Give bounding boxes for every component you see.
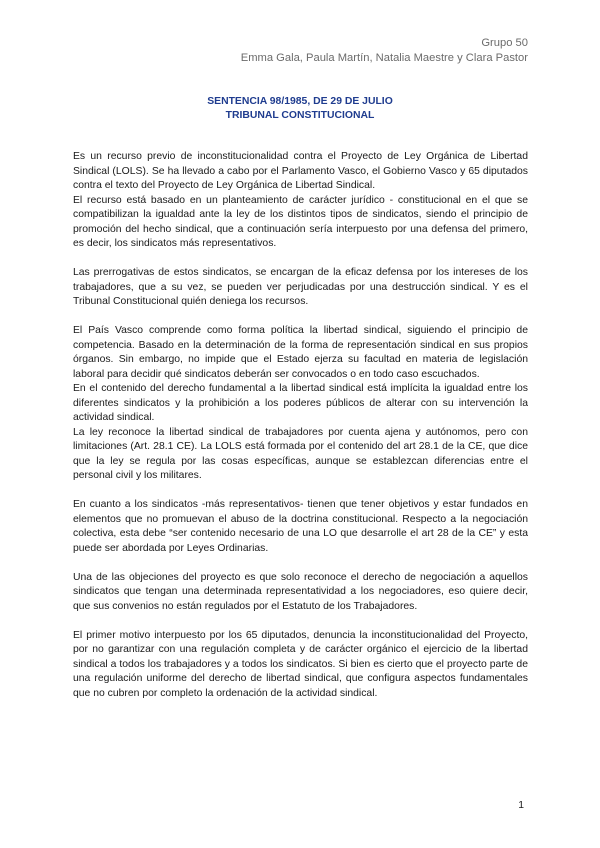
paragraph-basis: El recurso está basado en un planteamiento de carácter jurídico - constitucional en el que se compatibilizan la igualdad ante la ley de los distintos tipos de sindicatos, siendo el principio de promoción del hecho sindical, que a continuación sería interpuesto por una defensa del primero, es decir, los sindicatos más representativos. [73,194,528,249]
paragraph-intro: Es un recurso previo de inconstitucionalidad contra el Proyecto de Ley Orgánica de Libertad Sindical (LOLS). Se ha llevado a cabo por el Parlamento Vasco, el Gobierno Vasco y 65 diputados contra el texto del Proyecto de Ley Orgánica de Libertad Sindical. [73,151,528,191]
document-title [0,95,600,122]
page-header [241,36,528,65]
document-body [73,150,528,701]
title-line-sentence: SENTENCIA 98/1985, DE 29 DE JULIO [207,96,393,107]
paragraph-representative-unions: En cuanto a los sindicatos -más representativos- tienen que tener objetivos y estar fundados en elementos que no promuevan el abuso de la doctrina constitucional. Respecto a la negociación colectiva, esta debe “ser contenido necesario de una LO que desarrolle el art 28 de la CE” y esta puede ser abordada por Leyes Ordinarias. [73,499,528,554]
authors-label: Emma Gala, Paula Martín, Natalia Maestre y Clara Pastor [240,51,528,64]
paragraph-basque-country: El País Vasco comprende como forma política la libertad sindical, siguiendo el principio de competencia. Basado en la determinación de la forma de representación sindical en sus propios órganos. Sin embargo, no impide que el Estado ejerza su facultad en materia de legislación laboral para decidir qué sindicatos deberán ser convocados o en todo caso escuchados. [73,325,528,380]
title-line-court: TRIBUNAL CONSTITUCIONAL [225,109,375,121]
paragraph-prerogatives: Las prerrogativas de estos sindicatos, se encargan de la eficaz defensa por los intereses de los trabajadores, que a su vez, se pueden ver perjudicadas por una destrucción sindical. Y es el Tribunal Constitucional quién deniega los recursos. [73,267,528,307]
paragraph-objections: Una de las objeciones del proyecto es que solo reconoce el derecho de negociación a aquellos sindicatos que tengan una determinada representatividad a los negociadores, eso quiere decir, que sus convenios no están regulados por el Estatuto de los Trabajadores. [73,571,528,612]
paragraph-equality: En el contenido del derecho fundamental a la libertad sindical está implícita la igualdad entre los diferentes sindicatos y la prohibición a los poderes públicos de alterar con su intervención la actividad sindical. [73,383,528,423]
paragraph-law-recognition: La ley reconoce la libertad sindical de trabajadores por cuenta ajena y autónomos, pero con limitaciones (Art. 28.1 CE). La LOLS está formada por el contenido del art 28.1 de la CE, que dice que la ley se regula por las cosas específicas, aunque se establezcan diferencias entre el personal civil y los militares. [73,426,528,481]
group-label: Grupo 50 [481,37,528,49]
page-number: 1 [518,800,524,811]
paragraph-first-motive: El primer motivo interpuesto por los 65 diputados, denuncia la inconstitucionalidad del Proyecto, por no garantizar con una regulación completa y de carácter orgánico el ejercicio de la libertad sindical a todos los trabajadores y a todos los sindicatos. Si bien es cierto que el proyecto parte de una regulación uniforme del derecho de libertad sindical, que configura aspectos fundamentales que no cubren por completo la ordenación de la actividad sindical. [73,629,528,699]
